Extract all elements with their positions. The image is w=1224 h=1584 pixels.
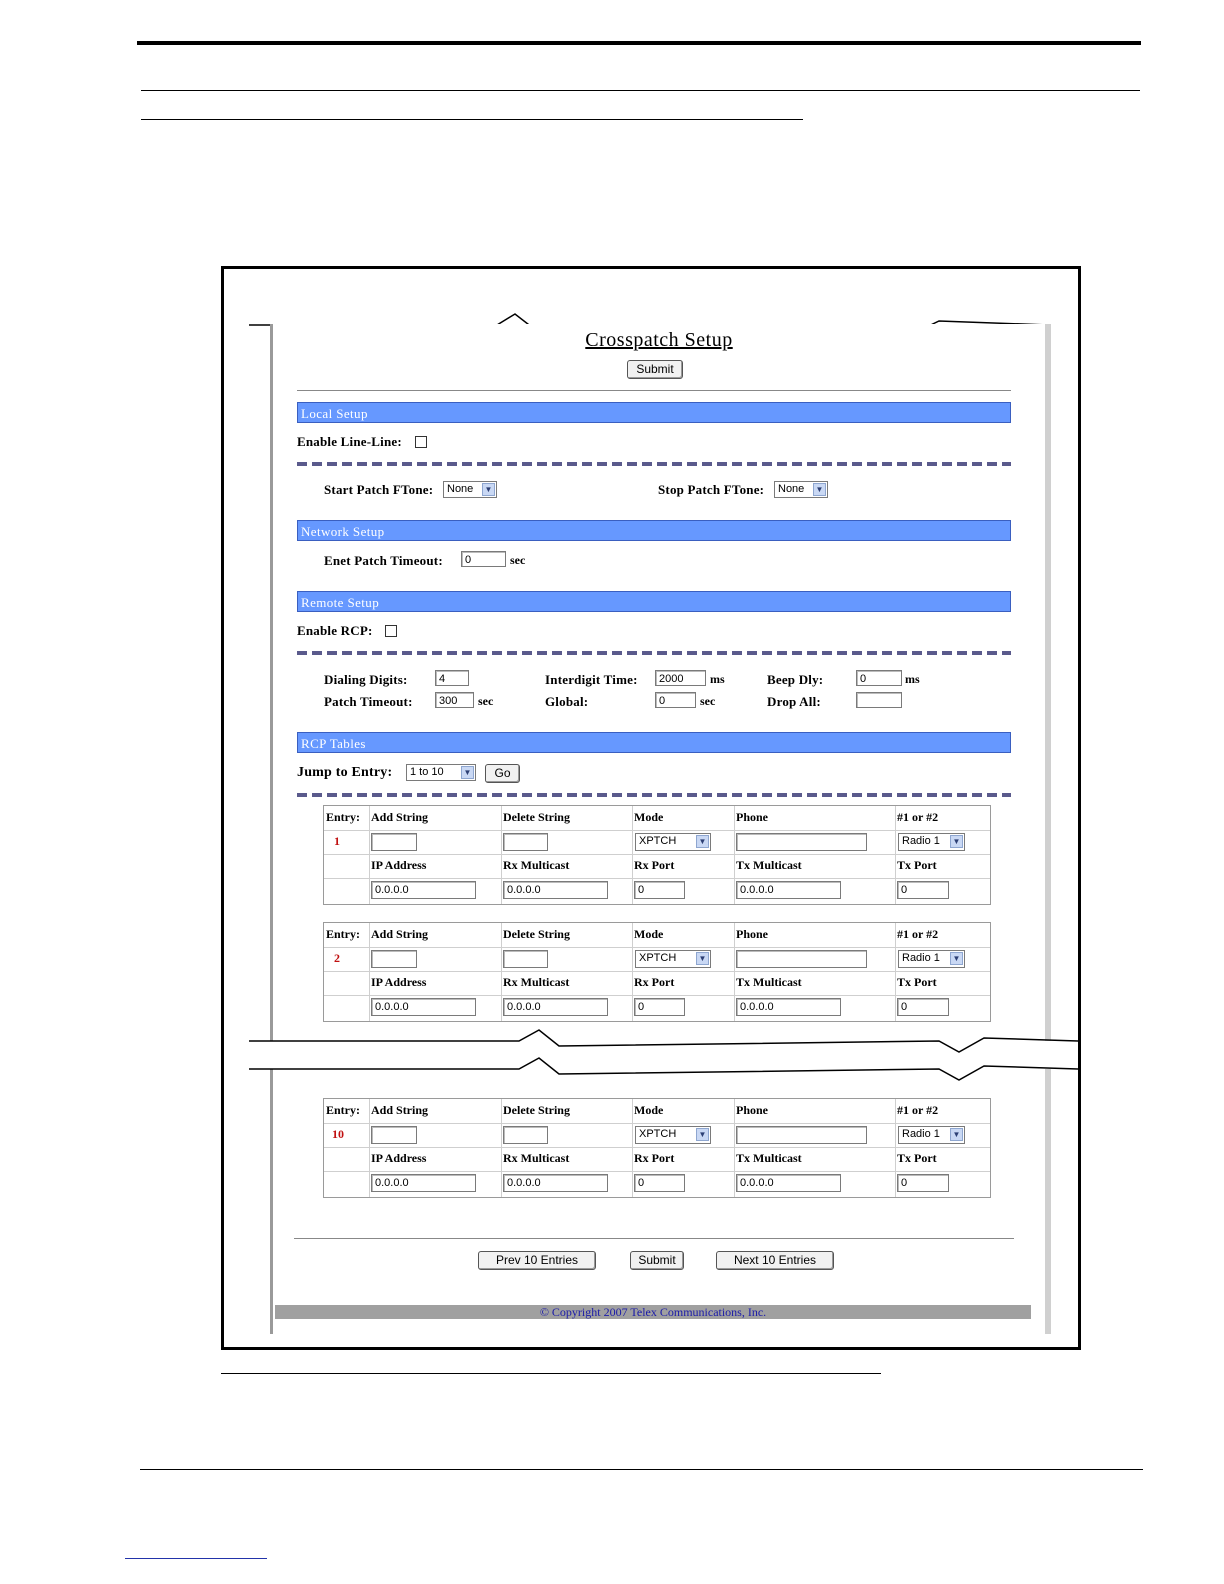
phone-input[interactable]	[736, 1126, 867, 1144]
start-patch-ftone-select[interactable]	[443, 481, 497, 498]
rx-multicast-input[interactable]: 0.0.0.0	[503, 1174, 608, 1192]
col-mode: Mode	[634, 1103, 664, 1117]
entry-number: 2	[334, 951, 340, 965]
add-string-input[interactable]	[371, 1126, 417, 1144]
middle-break-line-lower	[249, 1055, 1079, 1083]
column-divider	[369, 923, 370, 1021]
next-10-entries-button[interactable]: Next 10 Entries	[716, 1251, 834, 1270]
header-rule-thin	[141, 90, 1140, 91]
delete-string-input[interactable]	[503, 833, 548, 851]
patch-timeout-input[interactable]: 300	[435, 692, 474, 708]
footer-link-rule	[125, 1558, 267, 1559]
stop-patch-ftone-select[interactable]	[774, 481, 828, 498]
enet-patch-timeout-label: Enet Patch Timeout:	[324, 553, 443, 568]
tx-port-input[interactable]: 0	[897, 881, 949, 899]
enable-rcp-label: Enable RCP:	[297, 623, 373, 638]
col-radio: #1 or #2	[897, 810, 939, 824]
crosspatch-page-lower	[270, 1081, 1051, 1331]
rcp-entry-table	[323, 805, 991, 905]
col-mode: Mode	[634, 810, 664, 824]
chevron-down-icon: ▼	[461, 766, 474, 779]
footer-rule	[140, 1469, 1143, 1470]
phone-input[interactable]	[736, 833, 867, 851]
chevron-down-icon: ▼	[696, 835, 709, 848]
rcp-entry-table	[323, 922, 991, 1022]
column-divider	[734, 923, 735, 1021]
tx-multicast-input[interactable]: 0.0.0.0	[736, 1174, 841, 1192]
jump-to-entry-select[interactable]	[406, 764, 476, 781]
column-divider	[895, 806, 896, 904]
global-label: Global:	[545, 694, 589, 709]
column-divider	[632, 806, 633, 904]
col-add-string: Add String	[371, 927, 429, 941]
ip-address-input[interactable]: 0.0.0.0	[371, 1174, 476, 1192]
submit-button-top[interactable]: Submit	[627, 360, 683, 379]
column-divider	[501, 806, 502, 904]
chevron-down-icon: ▼	[482, 483, 495, 496]
jump-to-entry-label: Jump to Entry:	[297, 765, 393, 780]
mode-select[interactable]	[635, 1126, 711, 1144]
screenshot-frame	[221, 266, 1081, 1350]
page-title: Crosspatch Setup	[585, 329, 733, 351]
enable-line-line-checkbox[interactable]	[415, 436, 427, 448]
rx-port-input[interactable]: 0	[634, 998, 685, 1016]
col-tx-multicast: Tx Multicast	[736, 1151, 802, 1165]
col-delete-string: Delete String	[503, 927, 570, 941]
column-divider	[369, 1099, 370, 1197]
bottom-divider	[294, 1238, 1014, 1239]
col-rx-port: Rx Port	[634, 975, 675, 989]
header-rule-thick	[137, 41, 1141, 45]
chevron-down-icon: ▼	[950, 1128, 963, 1141]
stop-patch-ftone-label: Stop Patch FTone:	[658, 482, 765, 497]
rx-port-input[interactable]: 0	[634, 881, 685, 899]
ip-address-input[interactable]: 0.0.0.0	[371, 881, 476, 899]
col-delete-string: Delete String	[503, 1103, 570, 1117]
submit-button-bottom[interactable]: Submit	[630, 1251, 684, 1270]
tx-multicast-input[interactable]: 0.0.0.0	[736, 881, 841, 899]
enable-rcp-checkbox[interactable]	[385, 625, 397, 637]
phone-input[interactable]	[736, 950, 867, 968]
col-rx-port: Rx Port	[634, 1151, 675, 1165]
rx-multicast-input[interactable]: 0.0.0.0	[503, 881, 608, 899]
beep-dly-input[interactable]: 0	[856, 670, 902, 686]
column-divider	[895, 1099, 896, 1197]
col-tx-port: Tx Port	[897, 975, 937, 989]
caption-rule	[221, 1373, 881, 1374]
column-divider	[632, 923, 633, 1021]
col-rx-multicast: Rx Multicast	[503, 1151, 570, 1165]
rx-multicast-input[interactable]: 0.0.0.0	[503, 998, 608, 1016]
col-tx-multicast: Tx Multicast	[736, 975, 802, 989]
radio-value: Radio 1	[902, 1128, 940, 1140]
copyright-bar	[275, 1305, 1031, 1319]
mode-value: XPTCH	[639, 1128, 677, 1140]
add-string-input[interactable]	[371, 950, 417, 968]
rx-port-input[interactable]: 0	[634, 1174, 685, 1192]
enet-patch-timeout-input[interactable]: 0	[461, 551, 506, 567]
patch-timeout-label: Patch Timeout:	[324, 694, 413, 709]
stop-patch-ftone-value: None	[778, 483, 805, 495]
entry-number: 1	[334, 834, 340, 848]
col-entry: Entry:	[326, 927, 360, 941]
start-patch-ftone-value: None	[447, 483, 474, 495]
column-divider	[501, 1099, 502, 1197]
title-divider	[297, 390, 1011, 391]
add-string-input[interactable]	[371, 833, 417, 851]
tx-port-input[interactable]: 0	[897, 1174, 949, 1192]
column-divider	[734, 806, 735, 904]
jump-to-entry-value: 1 to 10	[410, 766, 444, 778]
section-dash-divider	[297, 462, 1011, 466]
local-setup-header: Local Setup	[297, 402, 1011, 423]
network-setup-header: Network Setup	[297, 520, 1011, 541]
dialing-digits-label: Dialing Digits:	[324, 672, 408, 687]
global-input[interactable]: 0	[655, 692, 696, 708]
tx-multicast-input[interactable]: 0.0.0.0	[736, 998, 841, 1016]
ip-address-input[interactable]: 0.0.0.0	[371, 998, 476, 1016]
col-add-string: Add String	[371, 1103, 429, 1117]
dialing-digits-input[interactable]: 4	[435, 670, 469, 686]
mode-select[interactable]	[635, 833, 711, 851]
delete-string-input[interactable]	[503, 950, 548, 968]
delete-string-input[interactable]	[503, 1126, 548, 1144]
tx-port-input[interactable]: 0	[897, 998, 949, 1016]
enet-patch-timeout-unit: sec	[510, 553, 526, 567]
col-tx-port: Tx Port	[897, 1151, 937, 1165]
col-tx-port: Tx Port	[897, 858, 937, 872]
chevron-down-icon: ▼	[696, 952, 709, 965]
mode-value: XPTCH	[639, 952, 677, 964]
copyright-text: © Copyright 2007 Telex Communications, Inc.	[539, 1305, 767, 1319]
col-rx-multicast: Rx Multicast	[503, 858, 570, 872]
interdigit-time-input[interactable]: 2000	[655, 670, 706, 686]
chevron-down-icon: ▼	[950, 952, 963, 965]
radio-value: Radio 1	[902, 835, 940, 847]
col-radio: #1 or #2	[897, 927, 939, 941]
col-ip-address: IP Address	[371, 1151, 427, 1165]
col-phone: Phone	[736, 927, 769, 941]
middle-break-line-upper	[249, 1027, 1079, 1055]
mode-value: XPTCH	[639, 835, 677, 847]
chevron-down-icon: ▼	[950, 835, 963, 848]
mode-select[interactable]	[635, 950, 711, 968]
rcp-entry-table	[323, 1098, 991, 1198]
drop-all-input[interactable]	[856, 692, 902, 708]
go-button[interactable]: Go	[485, 764, 520, 783]
col-entry: Entry:	[326, 1103, 360, 1117]
column-divider	[501, 923, 502, 1021]
global-unit: sec	[700, 694, 716, 708]
start-patch-ftone-label: Start Patch FTone:	[324, 482, 434, 497]
radio-value: Radio 1	[902, 952, 940, 964]
chevron-down-icon: ▼	[813, 483, 826, 496]
section-dash-divider	[297, 793, 1011, 797]
col-ip-address: IP Address	[371, 858, 427, 872]
col-entry: Entry:	[326, 810, 360, 824]
column-divider	[632, 1099, 633, 1197]
enable-line-line-label: Enable Line-Line:	[297, 434, 402, 449]
col-phone: Phone	[736, 810, 769, 824]
rcp-tables-header: RCP Tables	[297, 732, 1011, 753]
col-rx-port: Rx Port	[634, 858, 675, 872]
remote-setup-header: Remote Setup	[297, 591, 1011, 612]
column-divider	[734, 1099, 735, 1197]
radio-select[interactable]	[898, 1126, 965, 1144]
beep-dly-label: Beep Dly:	[767, 672, 824, 687]
section-dash-divider	[297, 651, 1011, 655]
interdigit-time-unit: ms	[710, 672, 725, 686]
column-divider	[895, 923, 896, 1021]
patch-timeout-unit: sec	[478, 694, 494, 708]
col-mode: Mode	[634, 927, 664, 941]
header-rule-short	[141, 119, 803, 120]
col-rx-multicast: Rx Multicast	[503, 975, 570, 989]
radio-select[interactable]	[898, 833, 965, 851]
entry-number: 10	[332, 1127, 344, 1141]
col-add-string: Add String	[371, 810, 429, 824]
col-radio: #1 or #2	[897, 1103, 939, 1117]
col-delete-string: Delete String	[503, 810, 570, 824]
prev-10-entries-button[interactable]: Prev 10 Entries	[478, 1251, 596, 1270]
radio-select[interactable]	[898, 950, 965, 968]
beep-dly-unit: ms	[905, 672, 920, 686]
col-phone: Phone	[736, 1103, 769, 1117]
drop-all-label: Drop All:	[767, 694, 821, 709]
col-ip-address: IP Address	[371, 975, 427, 989]
interdigit-time-label: Interdigit Time:	[545, 672, 638, 687]
chevron-down-icon: ▼	[696, 1128, 709, 1141]
col-tx-multicast: Tx Multicast	[736, 858, 802, 872]
column-divider	[369, 806, 370, 904]
